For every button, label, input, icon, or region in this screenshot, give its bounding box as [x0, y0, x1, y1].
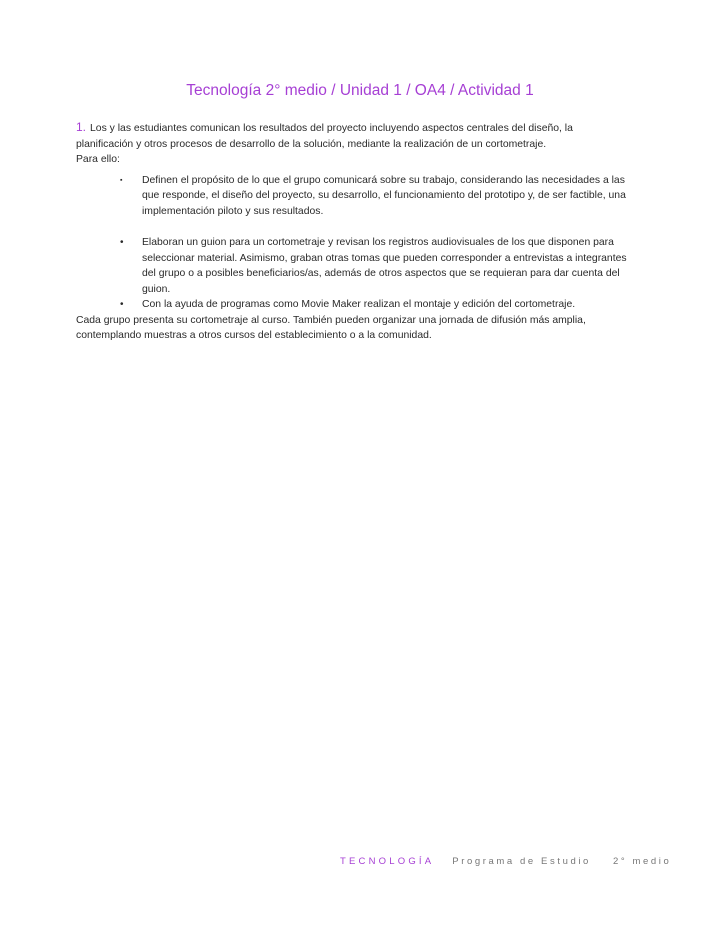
square-bullet-icon: ▪ [120, 176, 123, 184]
closing-paragraph: Cada grupo presenta su cortometraje al curso. También pueden organizar una jornada de difusión más amplia, contemplando muestras a otros cursos del establecimiento o a la comunidad. [76, 314, 586, 341]
footer-grade: 2° medio [612, 856, 672, 867]
list-item-text: Elaboran un guion para un cortometraje y revisan los registros audiovisuales de los que disponen para seleccionar material. Asimismo, graban otras tomas que pueden corresponder a entrevistas a integrantes del grupo o a posibles beneficiarios/as, además de otros aspectos que se requieran para dar cuenta del guion. [142, 237, 627, 295]
list-item-text: Con la ayuda de programas como Movie Maker realizan el montaje y edición del cortometraje. [142, 299, 576, 310]
list-item [76, 173, 632, 220]
dot-bullet-icon: • [120, 237, 124, 248]
intro-paragraph [76, 120, 632, 152]
footer-program: Programa de Estudio [452, 856, 591, 867]
activity-number: 1. [76, 120, 87, 134]
page-footer [340, 856, 671, 867]
list-item [76, 235, 632, 297]
dot-bullet-icon: • [120, 299, 124, 310]
intro-text: Los y las estudiantes comunican los resultados del proyecto incluyendo aspectos centrales del diseño, la planificación y otros procesos de desarrollo de la solución, mediante la realización de un cortometraje. [76, 123, 573, 150]
para-ello-label: Para ello: [76, 154, 120, 165]
steps-list [76, 173, 632, 313]
footer-subject: TECNOLOGÍA [340, 856, 435, 867]
list-item [76, 297, 632, 313]
page-title: Tecnología 2° medio / Unidad 1 / OA4 / Actividad 1 [186, 82, 534, 99]
list-item-text: Definen el propósito de lo que el grupo comunicará sobre su trabajo, considerando las necesidades a las que responde, el diseño del proyecto, su desarrollo, el funcionamiento del prototipo y, de ser factible, una implementación piloto y sus resultados. [142, 174, 626, 217]
activity-body [76, 120, 632, 344]
